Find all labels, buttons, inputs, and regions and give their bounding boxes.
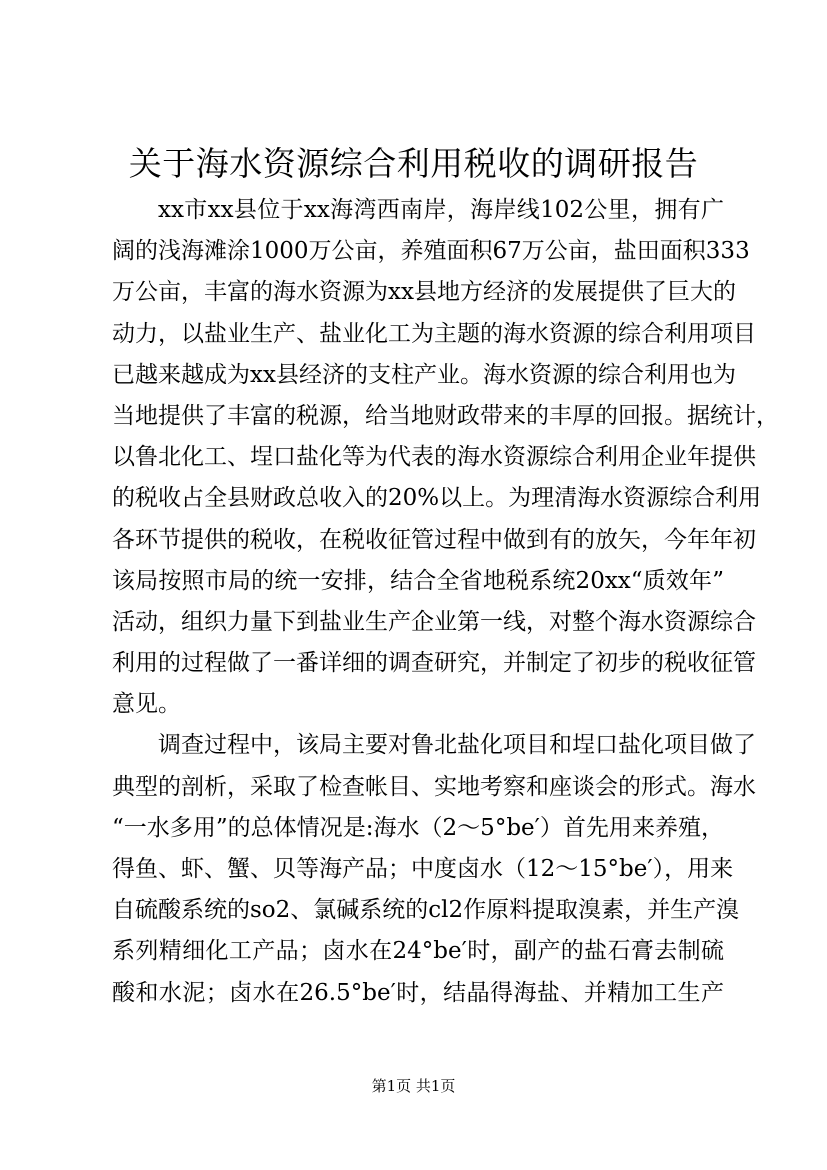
text-line: 活动，组织力量下到盐业生产企业第一线，对整个海水资源综合 bbox=[112, 608, 756, 635]
text-line: 动力，以盐业生产、盐业化工为主题的海水资源的综合利用项目 bbox=[112, 320, 756, 347]
text-line: xx市xx县位于xx海湾西南岸，海岸线102公里，拥有广 bbox=[158, 197, 724, 223]
text-line: 该局按照市局的统一安排，结合全省地税系统20xx“质效年” bbox=[112, 567, 724, 594]
text-line: 已越来越成为xx县经济的支柱产业。海水资源的综合利用也为 bbox=[112, 361, 736, 388]
text-line: 调查过程中，该局主要对鲁北盐化项目和埕口盐化项目做了 bbox=[158, 732, 756, 759]
paragraph-2 bbox=[112, 725, 756, 1013]
text-line: 自硫酸系统的so2、氯碱系统的cl2作原料提取溴素，并生产溴 bbox=[112, 897, 740, 924]
text-line: 以鲁北化工、埕口盐化等为代表的海水资源综合利用企业年提供 bbox=[112, 444, 756, 471]
text-line: 的税收占全县财政总收入的20%以上。为理清海水资源综合利用 bbox=[112, 485, 762, 512]
text-line: 各环节提供的税收，在税收征管过程中做到有的放矢，今年年初 bbox=[112, 526, 756, 553]
text-line: 当地提供了丰富的税源，给当地财政带来的丰厚的回报。据统计， bbox=[112, 402, 779, 429]
text-line: 典型的剖析，采取了检查帐目、实地考察和座谈会的形式。海水 bbox=[112, 773, 756, 800]
text-line: 系列精细化工产品；卤水在24°be′时，副产的盐石膏去制硫 bbox=[112, 938, 724, 965]
text-line: 酸和水泥；卤水在26.5°be′时，结晶得海盐、并精加工生产 bbox=[112, 979, 724, 1006]
text-line: 万公亩，丰富的海水资源为xx县地方经济的发展提供了巨大的 bbox=[112, 279, 736, 306]
document-body bbox=[112, 190, 779, 1014]
text-line: 意见。 bbox=[112, 691, 181, 718]
text-line: “一水多用”的总体情况是:海水（2～5°be′）首先用来养殖， bbox=[112, 814, 724, 841]
text-line: 阔的浅海滩涂1000万公亩，养殖面积67万公亩，盐田面积333 bbox=[112, 238, 750, 265]
text-line: 得鱼、虾、蟹、贝等海产品；中度卤水（12～15°be′），用来 bbox=[112, 856, 734, 882]
paragraph-1 bbox=[112, 190, 779, 725]
document-title: 关于海水资源综合利用税收的调研报告 bbox=[128, 144, 699, 183]
text-line: 利用的过程做了一番详细的调查研究，并制定了初步的税收征管 bbox=[112, 650, 756, 677]
page-number: 第1页 共1页 bbox=[371, 1077, 456, 1095]
